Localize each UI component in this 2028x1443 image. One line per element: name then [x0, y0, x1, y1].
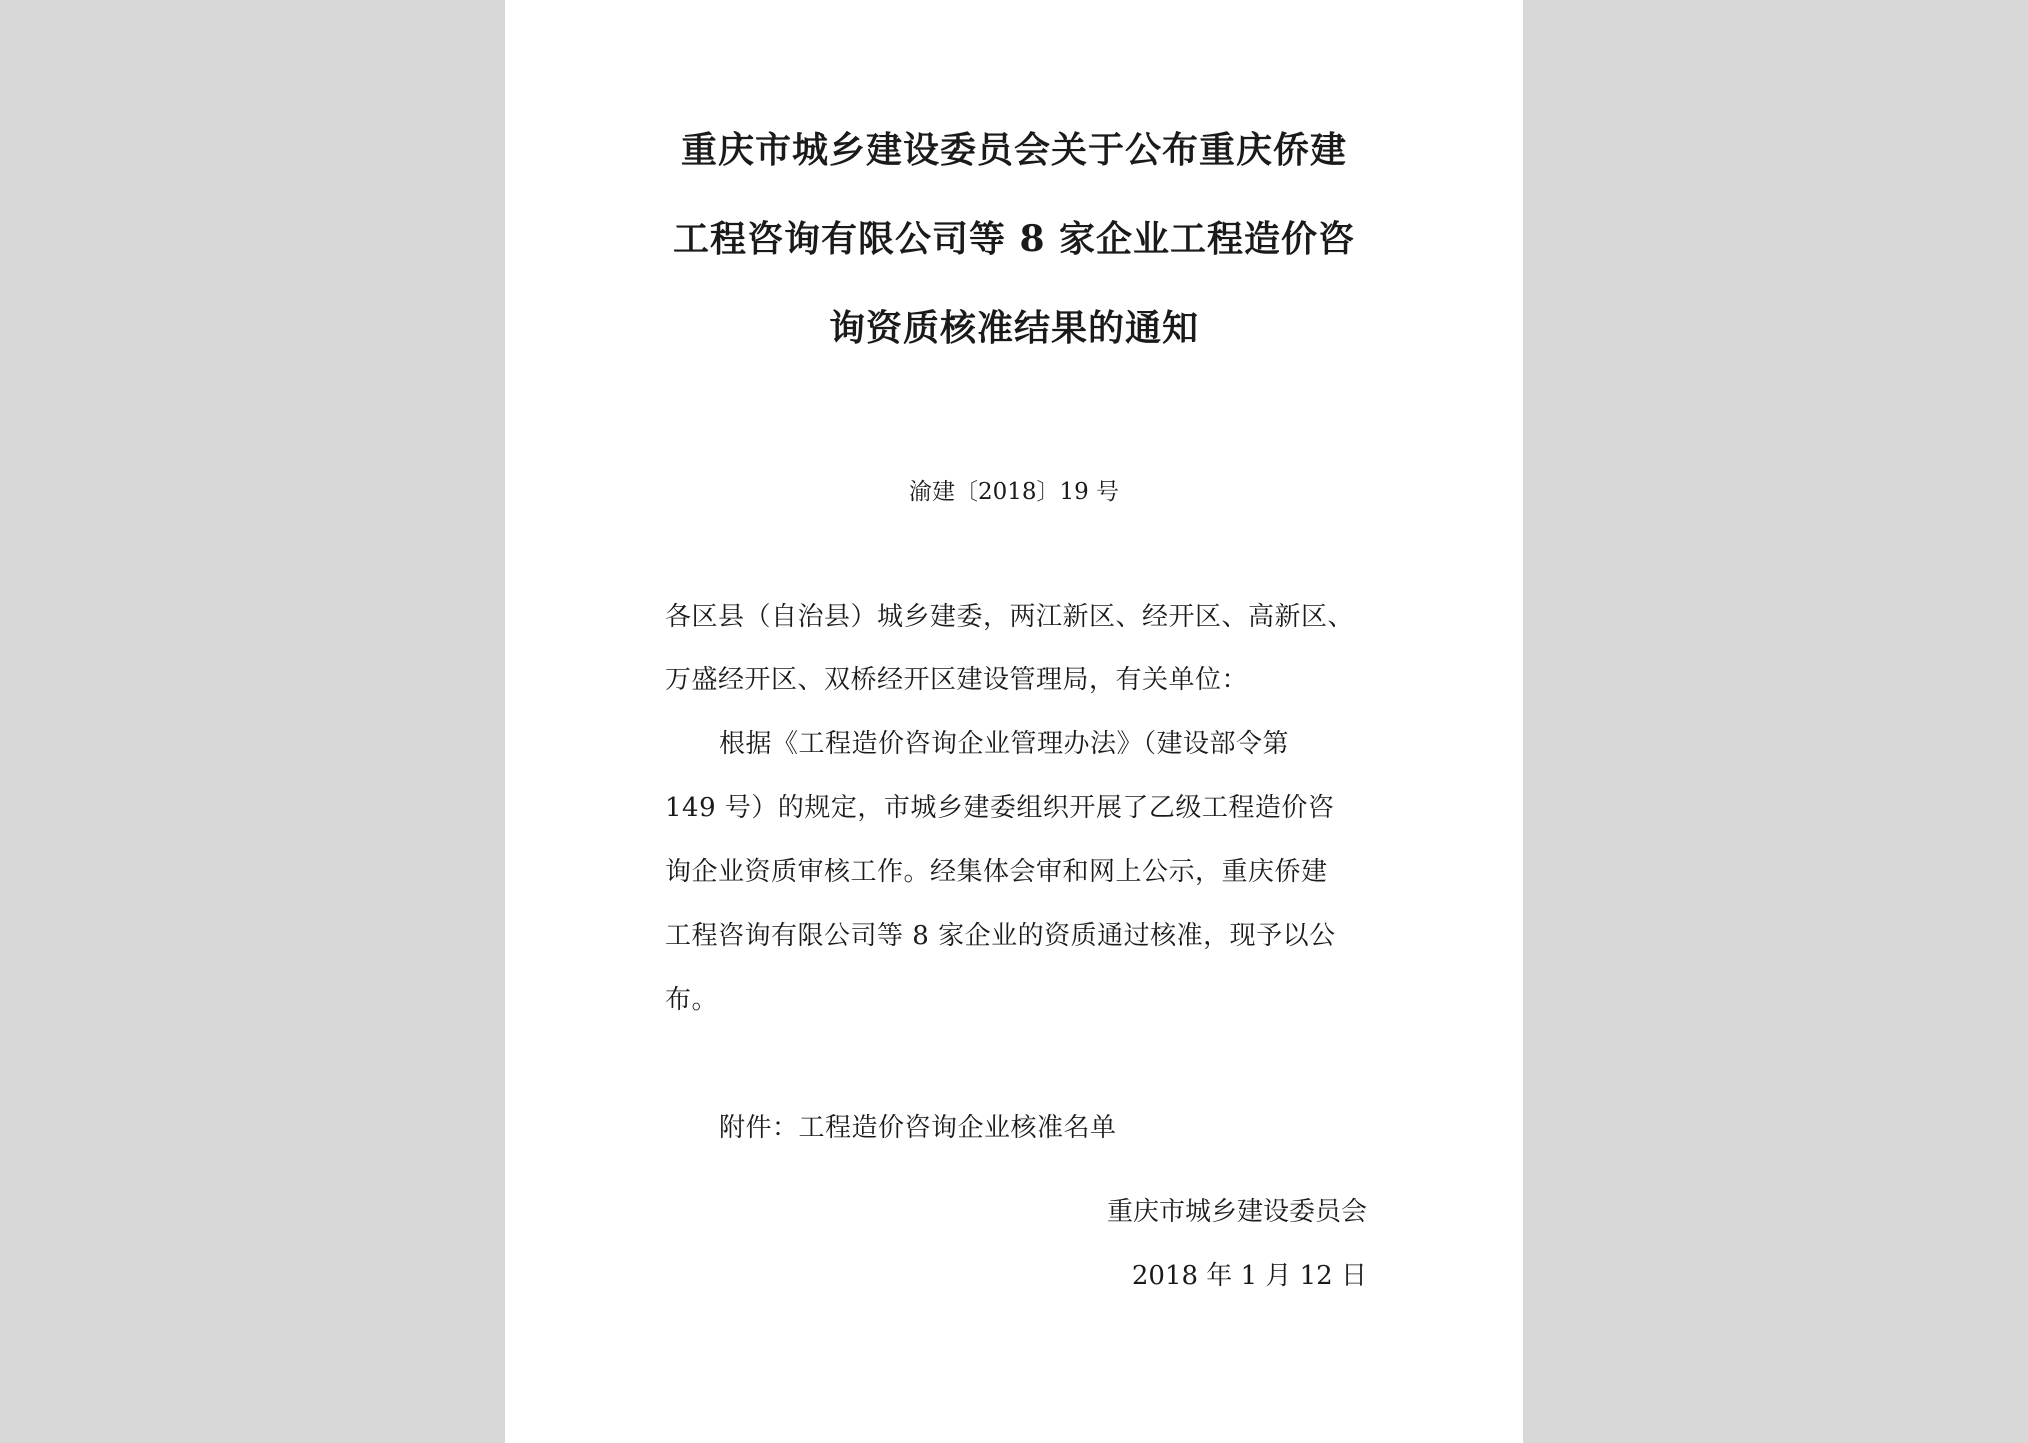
body-line-1: 根据《工程造价咨询企业管理办法》（建设部令第 — [719, 729, 1290, 759]
document-title-line-2: 工程咨询有限公司等 8 家企业工程造价咨 — [672, 218, 1356, 260]
document-page — [505, 0, 1523, 1443]
issuer-signature: 重庆市城乡建设委员会 — [1106, 1197, 1367, 1227]
issue-date: 2018 年 1 月 12 日 — [1131, 1261, 1367, 1291]
document-number: 渝建〔2018〕19 号 — [908, 479, 1120, 505]
body-line-3: 询企业资质审核工作。经集体会审和网上公示，重庆侨建 — [665, 857, 1328, 887]
body-line-5: 布。 — [665, 985, 719, 1015]
body-line-2: 149 号）的规定，市城乡建委组织开展了乙级工程造价咨 — [665, 793, 1335, 823]
body-line-4: 工程咨询有限公司等 8 家企业的资质通过核准，现予以公 — [665, 921, 1336, 951]
attachment-note: 附件：工程造价咨询企业核准名单 — [719, 1113, 1117, 1143]
addressee-line-2: 万盛经开区、双桥经开区建设管理局，有关单位： — [665, 665, 1249, 695]
addressee-line-1: 各区县（自治县）城乡建委，两江新区、经开区、高新区、 — [665, 602, 1355, 632]
document-title-line-3: 询资质核准结果的通知 — [828, 307, 1199, 349]
document-title-line-1: 重庆市城乡建设委员会关于公布重庆侨建 — [680, 129, 1347, 171]
